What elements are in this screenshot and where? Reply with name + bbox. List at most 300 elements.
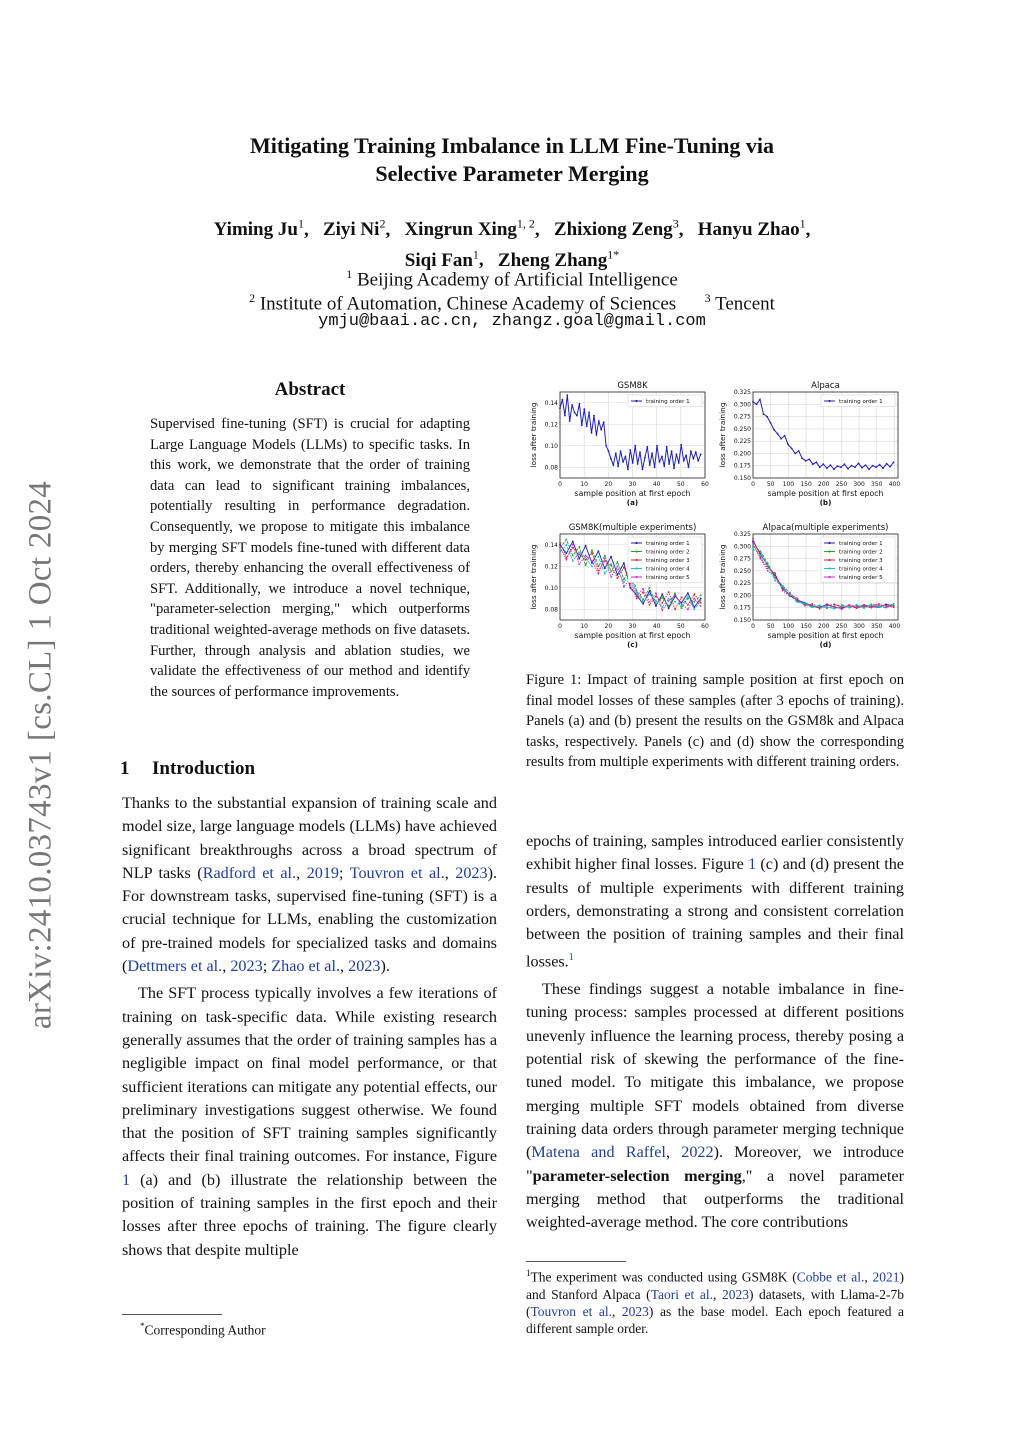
data-point	[649, 601, 651, 603]
author: Yiming Ju$^1$	[213, 217, 304, 241]
y-tick-label: 0.225	[733, 580, 751, 588]
data-point	[687, 608, 689, 610]
y-tick-label: 0.12	[544, 421, 558, 429]
data-point	[815, 461, 817, 463]
data-point	[863, 607, 865, 609]
x-tick-label: 60	[701, 481, 709, 488]
data-point	[760, 558, 762, 560]
data-point	[872, 465, 874, 467]
data-point	[674, 608, 676, 610]
footnote-rule	[526, 1261, 626, 1262]
citation-link[interactable]: 2019	[306, 863, 340, 882]
data-point	[804, 602, 806, 604]
data-point	[690, 450, 692, 452]
legend-marker	[635, 550, 637, 552]
legend-label: training order 2	[646, 549, 690, 556]
y-axis-label: loss after training	[718, 544, 727, 610]
data-point	[659, 461, 661, 463]
data-point	[629, 583, 631, 585]
data-point	[840, 466, 842, 468]
data-point	[695, 451, 697, 453]
y-tick-label: 0.250	[733, 567, 751, 575]
figure-link[interactable]: 1	[748, 855, 757, 874]
x-tick-label: 30	[628, 481, 637, 488]
data-point	[578, 546, 580, 548]
y-tick-label: 0.150	[733, 475, 751, 482]
x-tick-label: 0	[751, 481, 755, 488]
data-point	[685, 455, 687, 457]
data-point	[797, 601, 799, 603]
y-tick-label: 0.150	[733, 617, 751, 624]
data-point	[688, 466, 690, 468]
data-point	[642, 588, 644, 590]
data-point	[642, 591, 644, 593]
data-point	[811, 603, 813, 605]
x-tick-label: 0	[558, 481, 562, 488]
data-point	[841, 605, 843, 607]
data-point	[564, 415, 566, 417]
data-point	[822, 463, 824, 465]
x-axis-label: sample position at first epoch	[574, 489, 691, 498]
citation-link[interactable]: Dettmers et al.	[127, 957, 223, 976]
data-point	[578, 558, 580, 560]
data-point	[632, 462, 634, 464]
data-point	[871, 605, 873, 607]
data-point	[674, 601, 676, 603]
data-point	[636, 595, 638, 597]
data-point	[591, 562, 593, 564]
data-point	[651, 452, 653, 454]
data-point	[617, 574, 619, 576]
data-point	[579, 403, 581, 405]
data-point	[591, 549, 593, 551]
data-point	[841, 608, 843, 610]
data-point	[700, 594, 702, 596]
right-column-body	[526, 830, 904, 1234]
citation-link[interactable]: 2023	[455, 863, 488, 882]
data-point	[620, 450, 622, 452]
data-point	[885, 606, 887, 608]
data-point	[591, 552, 593, 554]
data-point	[608, 450, 610, 452]
footnote-corresponding: *Corresponding Author	[140, 1321, 266, 1338]
data-point	[668, 600, 670, 602]
data-point	[784, 435, 786, 437]
data-point	[625, 456, 627, 458]
data-point	[661, 609, 663, 611]
data-point	[572, 560, 574, 562]
data-point	[649, 464, 651, 466]
y-tick-label: 0.200	[733, 450, 751, 458]
data-point	[572, 541, 574, 543]
data-point	[642, 603, 644, 605]
x-tick-label: 350	[871, 623, 883, 630]
author: Xingrun Xing$^{1, 2}$	[404, 217, 535, 241]
chart-title: GSM8K(multiple experiments)	[568, 523, 697, 533]
author: Siqi Fan$^1$	[404, 247, 479, 271]
data-point	[851, 465, 853, 467]
data-point	[808, 458, 810, 460]
title-line-2: Selective Parameter Merging	[375, 161, 649, 186]
data-point	[639, 451, 641, 453]
citation-link[interactable]: Matena and Raffel	[531, 1143, 666, 1162]
data-point	[858, 462, 860, 464]
x-tick-label: 200	[818, 623, 830, 630]
citation-link[interactable]: 2023	[621, 1303, 649, 1319]
figure-1	[520, 374, 910, 669]
data-point	[666, 446, 668, 448]
data-point	[654, 466, 656, 468]
footnote-marker[interactable]: 1	[568, 952, 574, 964]
data-point	[566, 544, 568, 546]
data-point	[656, 445, 658, 447]
data-point	[797, 598, 799, 600]
data-point	[642, 601, 644, 603]
data-point	[655, 603, 657, 605]
arxiv-identifier: arXiv:2410.03743v1 [cs.CL] 1 Oct 2024	[22, 480, 59, 1030]
data-point	[623, 562, 625, 564]
data-point	[787, 444, 789, 446]
data-point	[610, 576, 612, 578]
data-point	[834, 606, 836, 608]
x-tick-label: 100	[782, 623, 795, 630]
legend-label: training order 1	[646, 541, 690, 547]
data-point	[673, 467, 675, 469]
data-point	[763, 413, 765, 415]
x-tick-label: 0	[751, 623, 755, 630]
data-point	[760, 550, 762, 552]
affiliation-1: $^1$ Beijing Academy of Artificial Intelligence	[346, 267, 678, 291]
y-tick-label: 0.325	[733, 389, 751, 396]
data-point	[879, 464, 881, 466]
x-tick-label: 40	[652, 481, 661, 488]
data-point	[617, 577, 619, 579]
data-point	[868, 468, 870, 470]
x-tick-label: 400	[888, 623, 901, 630]
data-point	[676, 453, 678, 455]
data-point	[627, 469, 629, 471]
citation-link[interactable]: 2023	[348, 957, 381, 976]
x-tick-label: 20	[604, 481, 613, 488]
y-tick-label: 0.14	[544, 399, 558, 407]
data-point	[805, 460, 807, 462]
y-tick-label: 0.200	[733, 592, 751, 600]
y-tick-label: 0.08	[544, 464, 558, 472]
data-point	[571, 404, 573, 406]
data-point	[861, 467, 863, 469]
data-point	[774, 572, 776, 574]
y-tick-label: 0.08	[544, 606, 558, 614]
legend-label: training order 5	[839, 575, 883, 581]
x-tick-label: 150	[800, 623, 812, 630]
data-point	[889, 466, 891, 468]
paragraph: epochs of training, samples introduced earlier consistently exhibit higher final losses. Figure 1 (c) and (d) present the results of multiple experiments with different training orders, demonstrating a strong and consistent correlation between the position of training samples and their final losses.$^1$	[526, 832, 904, 971]
chart-title: Alpaca(multiple experiments)	[762, 523, 889, 533]
data-point	[693, 598, 695, 600]
y-tick-label: 0.10	[544, 442, 558, 450]
data-point	[596, 434, 598, 436]
x-tick-label: 10	[580, 623, 588, 630]
data-point	[854, 466, 856, 468]
data-point	[581, 424, 583, 426]
data-point	[598, 420, 600, 422]
data-point	[811, 606, 813, 608]
x-tick-label: 50	[677, 623, 685, 630]
data-point	[759, 399, 761, 401]
footnote-experiment: $^1$The experiment was conducted using GSM8K (Cobbe et al., 2021) and Stanford Alpaca (Taori et al., 2023) datasets, with Llama-2-7b (Touvron et al., 2023) as the base model. Each epoch featured a different sample order.	[526, 1268, 905, 1336]
data-point	[661, 456, 663, 458]
data-point	[583, 408, 585, 410]
data-point	[586, 426, 588, 428]
data-point	[604, 558, 606, 560]
legend-label: training order 1	[839, 541, 883, 547]
data-point	[819, 606, 821, 608]
data-point	[693, 608, 695, 610]
data-point	[622, 461, 624, 463]
affiliation-2-3: $^2$ Institute of Automation, Chinese Academy of Sciences $^3$ Tencent	[249, 291, 775, 315]
data-point	[756, 403, 758, 405]
y-tick-label: 0.175	[733, 462, 751, 470]
x-tick-label: 60	[701, 623, 709, 630]
chart-title: Alpaca	[811, 381, 840, 391]
data-point	[649, 593, 651, 595]
data-point	[585, 564, 587, 566]
data-point	[687, 604, 689, 606]
data-point	[863, 604, 865, 606]
x-tick-label: 400	[888, 481, 901, 488]
citation-link[interactable]: Radford et al.	[202, 863, 297, 882]
data-point	[623, 582, 625, 584]
data-point	[566, 559, 568, 561]
data-point	[782, 589, 784, 591]
data-point	[848, 606, 850, 608]
data-point	[700, 453, 702, 455]
data-point	[642, 469, 644, 471]
data-point	[837, 465, 839, 467]
data-point	[826, 467, 828, 469]
data-point	[661, 597, 663, 599]
data-point	[791, 448, 793, 450]
citation-link[interactable]: Touvron et al.	[530, 1303, 612, 1319]
data-point	[644, 457, 646, 459]
x-tick-label: 50	[677, 481, 685, 488]
data-point	[847, 468, 849, 470]
data-point	[655, 605, 657, 607]
citation-link[interactable]: Zhao et al.	[271, 957, 341, 976]
x-axis-label: sample position at first epoch	[574, 631, 691, 640]
data-point	[585, 555, 587, 557]
data-point	[572, 555, 574, 557]
author-emails: ymju@baai.ac.cn, zhangz.goal@gmail.com	[318, 312, 706, 331]
legend-label: training order 2	[839, 549, 883, 556]
x-tick-label: 20	[604, 623, 613, 630]
data-point	[830, 464, 832, 466]
data-point	[700, 600, 702, 602]
legend-label: training order 3	[646, 558, 690, 564]
citation-link[interactable]: Cobbe et al.	[796, 1269, 865, 1285]
data-point	[812, 463, 814, 465]
data-point	[559, 546, 561, 548]
y-tick-label: 0.12	[544, 563, 558, 571]
paragraph: The SFT process typically involves a few iterations of training on task-specific data. While existing research generally assumes that the order of training samples has a negligible impact on final model performance, or that sufficient iterations can mitigate any potential effects, our preliminary investigations suggest otherwise. We found that the position of SFT training samples significantly affects their final training outcomes. For instance, Figure 1 (a) and (b) illustrate the relationship between the position of training samples in the first epoch and their losses after three epochs of training. The figure clearly shows that despite multiple	[122, 984, 497, 1259]
data-point	[893, 461, 895, 463]
citation-link[interactable]: 2021	[872, 1269, 900, 1285]
data-point	[610, 458, 612, 460]
data-point	[752, 401, 754, 403]
data-point	[774, 580, 776, 582]
data-point	[610, 571, 612, 573]
x-tick-label: 350	[871, 481, 883, 488]
data-point	[681, 603, 683, 605]
x-tick-label: 150	[800, 481, 812, 488]
data-point	[674, 594, 676, 596]
legend-marker	[635, 576, 637, 578]
author: Zheng Zhang$^{1*}$	[497, 247, 620, 271]
data-point	[674, 592, 676, 594]
data-point	[782, 586, 784, 588]
data-point	[774, 576, 776, 578]
data-point	[687, 595, 689, 597]
data-point	[663, 465, 665, 467]
data-point	[882, 467, 884, 469]
panel-label: (a)	[626, 498, 639, 507]
y-axis-label: loss after training	[529, 544, 538, 610]
citation-link[interactable]: 2023	[721, 1286, 749, 1302]
data-point	[671, 450, 673, 452]
data-point	[615, 452, 617, 454]
legend-marker	[635, 542, 637, 544]
data-point	[697, 460, 699, 462]
data-point	[655, 600, 657, 602]
author-list: Yiming Ju$^1$, Ziyi Ni$^2$, Xingrun Xing$^{1, 2}$, Zhixiong Zeng$^3$, Hanyu Zhao$^1$, Siqi Fan$^1$, Zheng Zhang$^{1*}$	[213, 217, 811, 271]
legend-marker	[635, 567, 637, 569]
legend-label: training order 5	[646, 575, 690, 581]
data-point	[834, 603, 836, 605]
data-point	[566, 539, 568, 541]
data-point	[878, 603, 880, 605]
data-point	[566, 552, 568, 554]
data-point	[559, 542, 561, 544]
footnote-rule	[122, 1314, 222, 1315]
legend-marker	[635, 400, 637, 402]
data-point	[681, 605, 683, 607]
data-point	[801, 457, 803, 459]
data-point	[566, 394, 568, 396]
legend-marker	[828, 542, 830, 544]
data-point	[591, 565, 593, 567]
legend-marker	[828, 550, 830, 552]
data-point	[593, 415, 595, 417]
data-point	[767, 564, 769, 566]
data-point	[668, 605, 670, 607]
data-point	[794, 453, 796, 455]
data-point	[826, 604, 828, 606]
y-tick-label: 0.14	[544, 541, 558, 549]
data-point	[655, 595, 657, 597]
data-point	[804, 605, 806, 607]
data-point	[562, 399, 564, 401]
y-tick-label: 0.275	[733, 413, 751, 421]
abstract-heading: Abstract	[274, 379, 346, 400]
legend-marker	[635, 559, 637, 561]
paragraph: These findings suggest a notable imbalance in fine-tuning process: samples processed at different positions unevenly influence the learning process, thereby posing a potential risk of skewing the performance of the fine-tuned model. To mitigate this imbalance, we propose merging multiple SFT models obtained from diverse training data orders through parameter merging technique (Matena and Raffel, 2022). Moreover, we introduce "parameter-selection merging," a novel parameter merging method that outperforms the traditional weighted-average method. The core contributions	[526, 980, 904, 1232]
data-point	[661, 593, 663, 595]
y-tick-label: 0.250	[733, 425, 751, 433]
figure-link[interactable]: 1	[122, 1170, 131, 1189]
data-point	[856, 606, 858, 608]
legend-marker	[828, 559, 830, 561]
legend-label: training order 3	[839, 558, 883, 564]
figure-1-panels	[520, 374, 910, 664]
legend-marker	[828, 400, 830, 402]
x-tick-label: 200	[818, 481, 830, 488]
legend-marker	[828, 576, 830, 578]
title-line-1: Mitigating Training Imbalance in LLM Fine-Tuning via	[249, 133, 774, 158]
data-point	[777, 433, 779, 435]
data-point	[578, 551, 580, 553]
data-point	[646, 446, 648, 448]
data-point	[865, 464, 867, 466]
legend-label: training order 1	[646, 399, 690, 405]
data-point	[636, 592, 638, 594]
data-point	[798, 450, 800, 452]
data-point	[610, 563, 612, 565]
author: Ziyi Ni$^2$	[322, 217, 386, 241]
data-point	[649, 604, 651, 606]
citation-link[interactable]: 2023	[230, 957, 263, 976]
citation-link[interactable]: Taori et al.	[650, 1286, 713, 1302]
data-point	[693, 593, 695, 595]
y-tick-label: 0.300	[733, 401, 751, 409]
x-tick-label: 30	[628, 623, 637, 630]
x-tick-label: 300	[853, 481, 865, 488]
data-point	[559, 551, 561, 553]
y-axis-label: loss after training	[718, 402, 727, 468]
data-point	[598, 550, 600, 552]
data-point	[655, 592, 657, 594]
data-point	[603, 421, 605, 423]
data-point	[576, 415, 578, 417]
data-point	[598, 565, 600, 567]
x-tick-label: 0	[558, 623, 562, 630]
data-point	[559, 407, 561, 409]
data-series-line	[753, 399, 894, 469]
data-point	[598, 573, 600, 575]
x-tick-label: 10	[580, 481, 588, 488]
data-point	[893, 605, 895, 607]
legend-label: training order 4	[646, 566, 690, 573]
data-point	[752, 545, 754, 547]
panel-label: (c)	[627, 640, 638, 649]
data-point	[752, 543, 754, 545]
data-point	[819, 466, 821, 468]
data-point	[629, 587, 631, 589]
abstract-body: Supervised fine-tuning (SFT) is crucial for adapting Large Language Models (LLMs) to specific tasks. In this work, we demonstrate that the order of training data can lead to significant training imbalances, potentially resulting in performance degradation. Consequently, we propose to mitigate this imbalance by merging SFT models fine-tuned with different data orders, thereby enhancing the overall effectiveness of SFT. Additionally, we introduce a novel technique, "parameter-selection merging," which outperforms traditional weighted-average methods on five datasets. Further, through analysis and ablation studies, we validate the effectiveness of our method and identify the sources of performance improvements.	[150, 416, 470, 700]
chart-title: GSM8K	[617, 381, 648, 391]
data-point	[617, 565, 619, 567]
y-tick-label: 0.225	[733, 438, 751, 446]
citation-link[interactable]: 2022	[681, 1143, 714, 1162]
data-point	[848, 604, 850, 606]
data-point	[629, 449, 631, 451]
x-tick-label: 100	[782, 481, 795, 488]
data-point	[600, 429, 602, 431]
data-point	[760, 554, 762, 556]
author: Hanyu Zhao$^1$	[697, 217, 806, 241]
data-point	[856, 604, 858, 606]
x-tick-label: 40	[652, 623, 661, 630]
citation-link[interactable]: Touvron et al.	[349, 863, 445, 882]
